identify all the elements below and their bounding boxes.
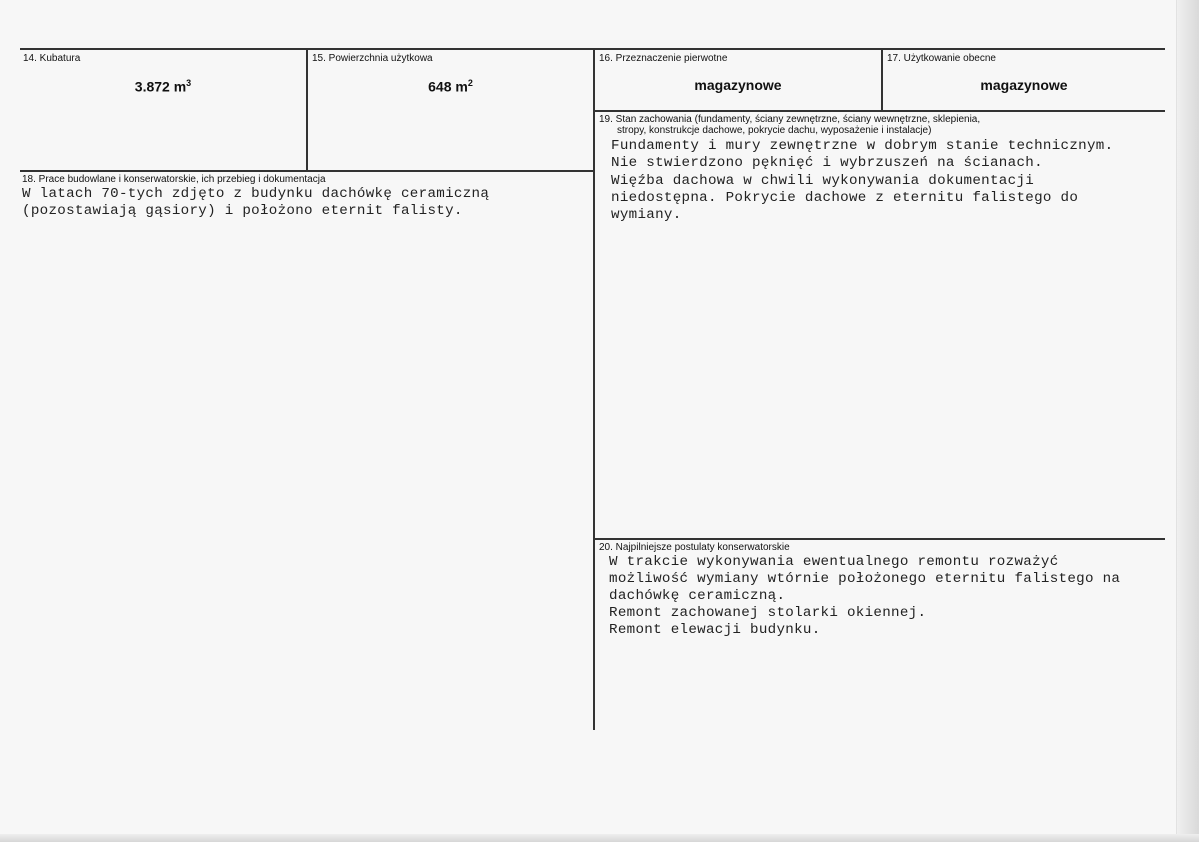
field-14-kubatura xyxy=(20,50,306,170)
field-15-powierzchnia xyxy=(308,50,593,170)
field-16-label: 16. Przeznaczenie pierwotne xyxy=(599,53,728,64)
paper-edge-right xyxy=(1176,0,1199,842)
field-20-line-3: dachówkę ceramiczną. xyxy=(609,588,786,604)
field-18-label: 18. Prace budowlane i konserwatorskie, ich przebieg i dokumentacja xyxy=(22,174,326,185)
field-19-line-5: wymiany. xyxy=(611,207,682,223)
field-19-label-line-2: stropy, konstrukcje dachowe, pokrycie dachu, wyposażenie i instalacje) xyxy=(617,125,932,136)
field-14-label: 14. Kubatura xyxy=(23,53,81,64)
field-19-stan-zachowania xyxy=(595,112,1165,538)
field-18-line-2: (pozostawiają gąsiory) i położono eternit falisty. xyxy=(22,203,463,219)
field-17-value: magazynowe xyxy=(980,77,1068,93)
field-18-prace xyxy=(20,172,593,732)
field-17-label: 17. Użytkowanie obecne xyxy=(887,53,996,64)
field-18-line-1: W latach 70-tych zdjęto z budynku dachówkę ceramiczną xyxy=(22,186,490,202)
field-19-line-4: niedostępna. Pokrycie dachowe z eternitu falistego do xyxy=(611,190,1079,206)
field-20-line-4: Remont zachowanej stolarki okiennej. xyxy=(609,605,927,621)
field-16-przeznaczenie xyxy=(595,50,881,110)
field-14-value: 3.872 $m^3$ xyxy=(134,78,192,95)
field-20-postulaty xyxy=(595,540,1165,730)
field-20-line-2: możliwość wymiany wtórnie położonego eternitu falistego na xyxy=(609,571,1121,587)
field-20-label: 20. Najpilniejsze postulaty konserwatorskie xyxy=(599,542,790,553)
field-19-label-line-1: 19. Stan zachowania (fundamenty, ściany zewnętrzne, ściany wewnętrzne, sklepienia, xyxy=(599,114,981,125)
field-15-value: 648 $m^2$ xyxy=(428,78,473,95)
field-17-uzytkowanie xyxy=(883,50,1165,110)
field-20-line-1: W trakcie wykonywania ewentualnego remontu rozważyć xyxy=(609,554,1059,570)
field-15-label: 15. Powierzchnia użytkowa xyxy=(312,53,433,64)
paper-edge-bottom xyxy=(0,834,1199,842)
field-19-line-1: Fundamenty i mury zewnętrzne w dobrym stanie technicznym. xyxy=(611,138,1114,154)
field-19-line-2: Nie stwierdzono pęknięć i wybrzuszeń na ścianach. xyxy=(611,155,1043,171)
field-19-line-3: Więźba dachowa w chwili wykonywania dokumentacji xyxy=(611,173,1035,189)
field-20-line-5: Remont elewacji budynku. xyxy=(609,622,821,638)
field-16-value: magazynowe xyxy=(694,77,782,93)
